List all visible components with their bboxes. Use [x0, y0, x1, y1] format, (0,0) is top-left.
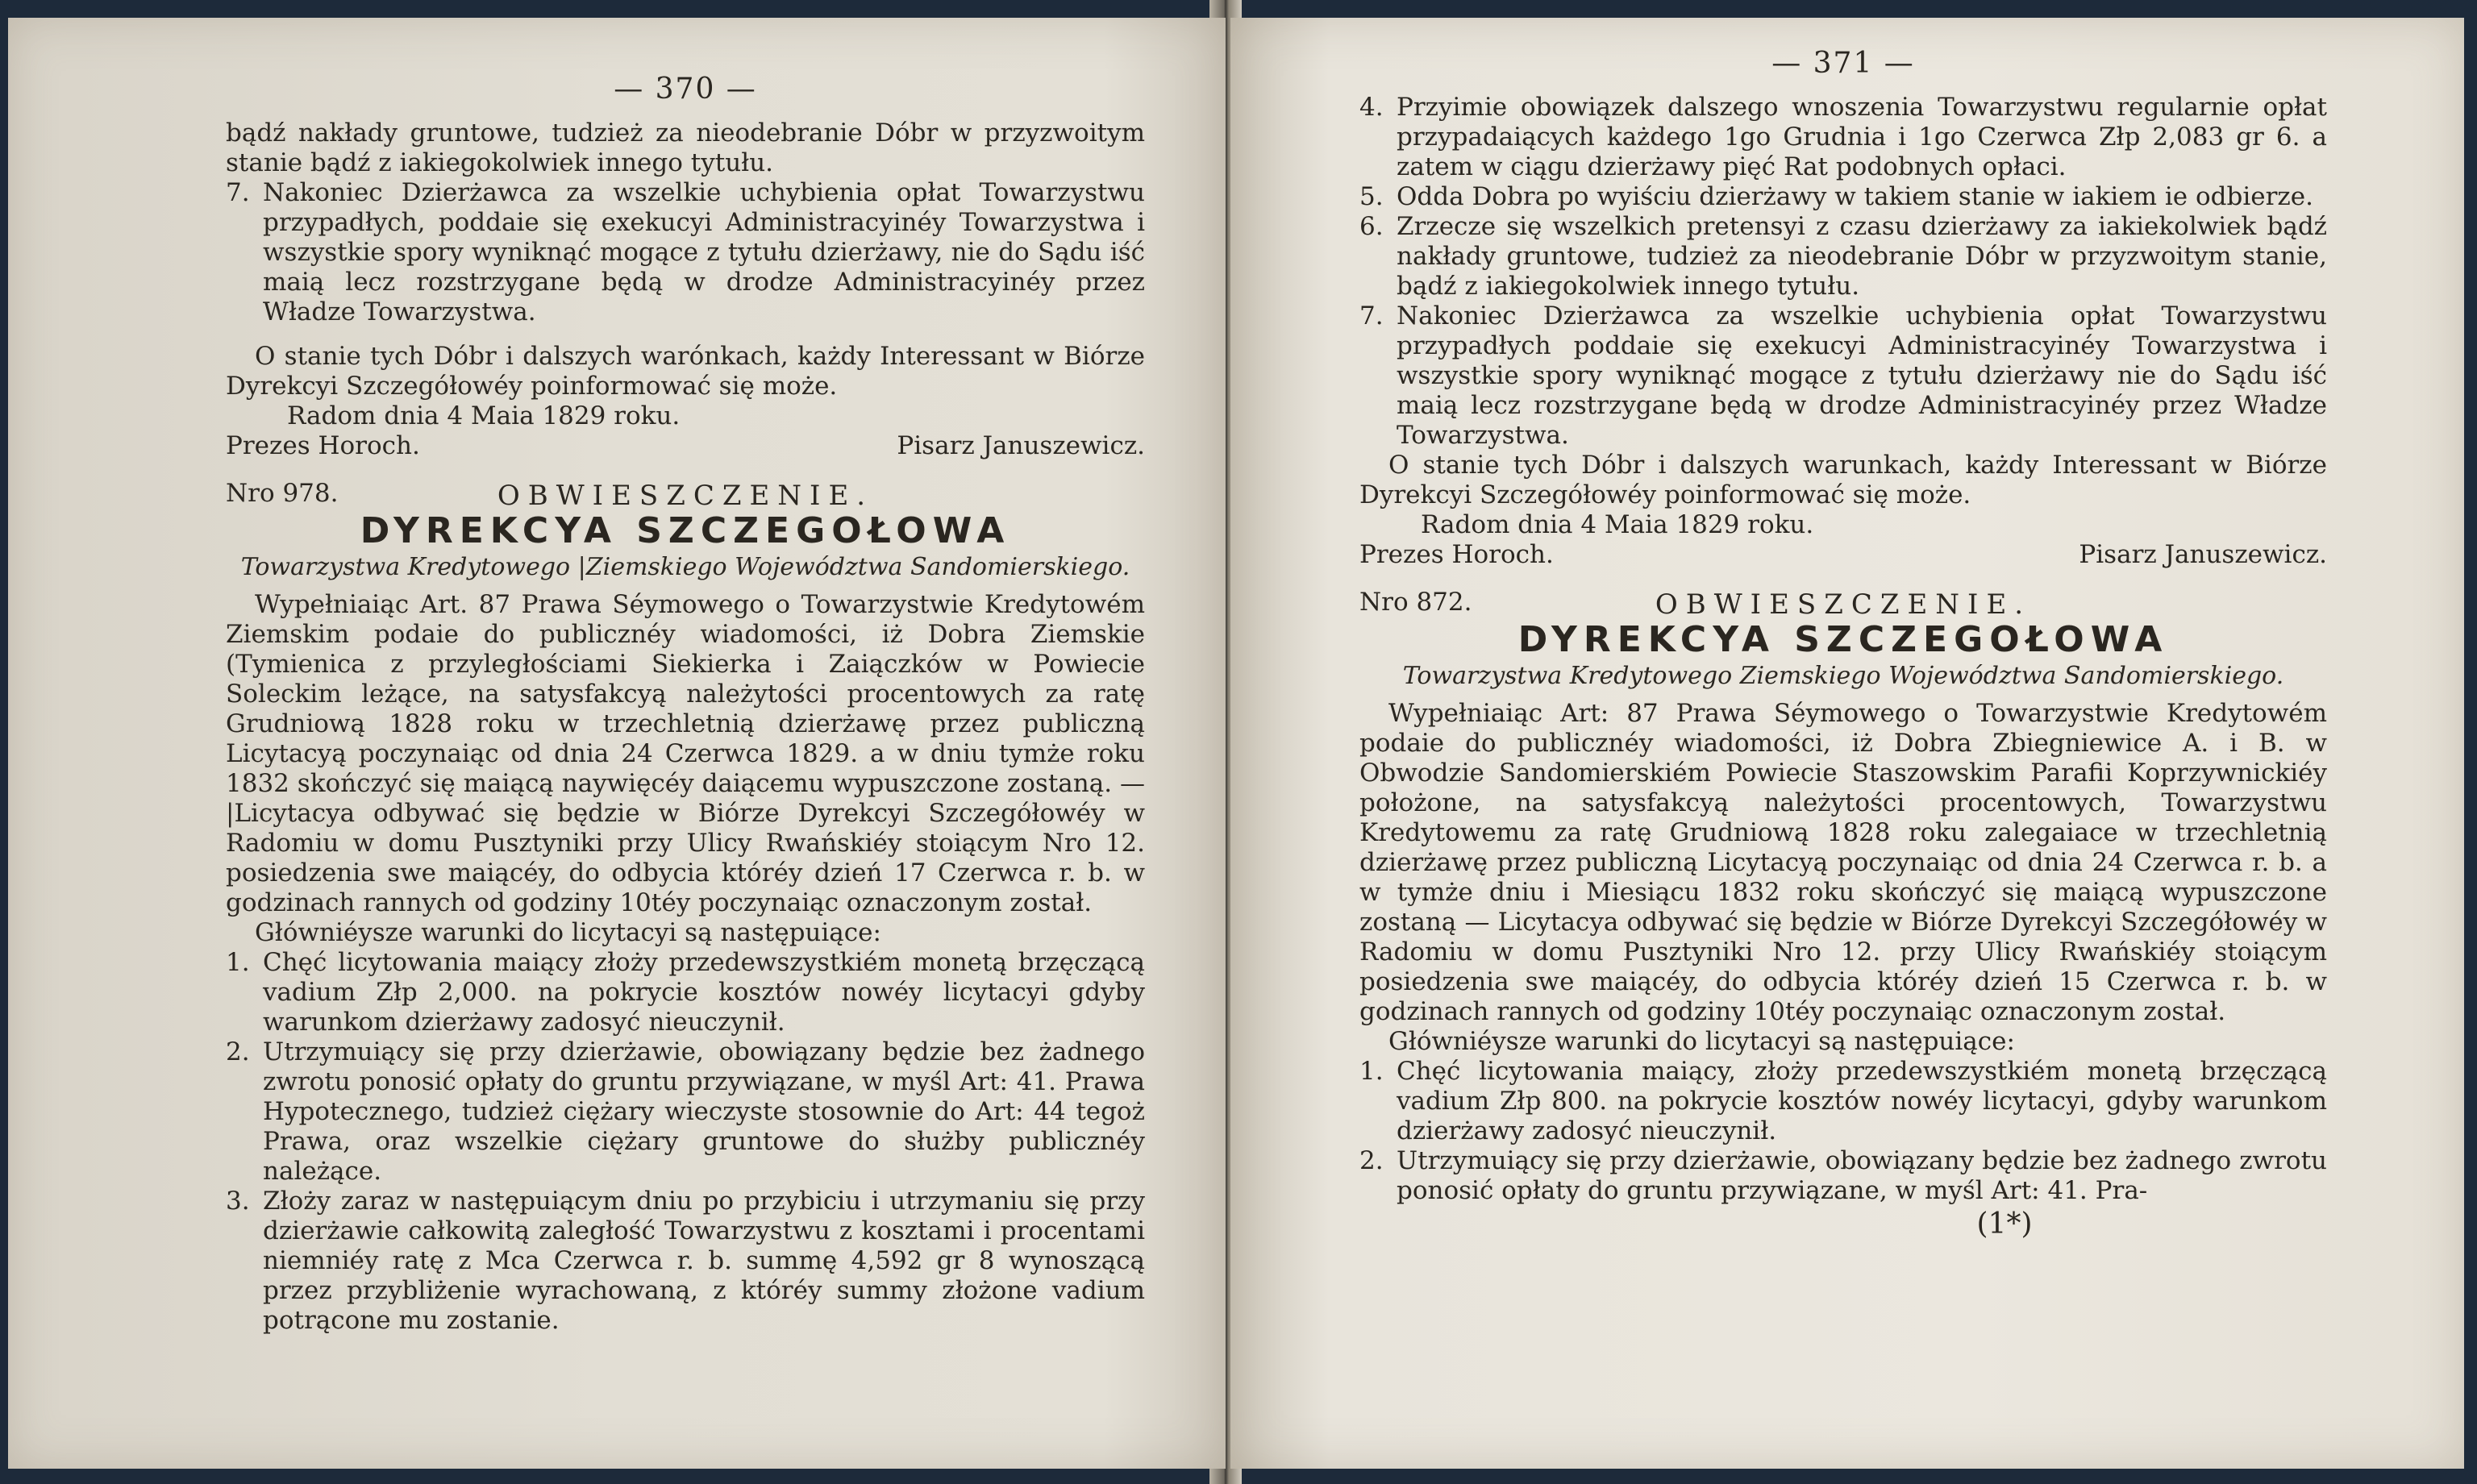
signature-secretary: Pisarz Januszewicz. — [2079, 540, 2327, 569]
list-item — [226, 1187, 1145, 1336]
page-number: — 370 — — [614, 73, 757, 106]
notice-number: Nro 978. — [226, 479, 339, 508]
item-number: 1. — [226, 948, 250, 977]
notice-heading: OBWIESZCZENIE. — [1655, 588, 2032, 621]
right-page — [1230, 18, 2464, 1469]
item-number: 2. — [1359, 1146, 1384, 1175]
conditions-heading: Główniéysze warunki do licytacyi są następuiące: — [255, 918, 881, 947]
signatures — [1359, 540, 2327, 570]
list-item — [1359, 1057, 2327, 1146]
society-subheading: Towarzystwa Kredytowego |Ziemskiego Województwa Sandomierskiego. — [240, 553, 1130, 581]
signature-secretary: Pisarz Januszewicz. — [897, 431, 1145, 460]
page-number: — 371 — — [1771, 47, 1915, 80]
item-number: 7. — [1359, 301, 1384, 330]
item-number: 1. — [1359, 1057, 1384, 1086]
item-text: Utrzymuiący się przy dzierżawie, obowiązany będzie bez żadnego zwrotu ponosić opłaty do gruntu przywiązane, w myśl Art: 41. Pra- — [1397, 1146, 2327, 1205]
list-item — [1359, 301, 2327, 451]
item-number: 6. — [1359, 212, 1384, 241]
list-item — [226, 948, 1145, 1037]
item-number: 7. — [226, 178, 250, 207]
left-page — [8, 18, 1226, 1469]
item-number: 3. — [226, 1187, 250, 1216]
list-item — [226, 178, 1145, 327]
item-text: Zrzecze się wszelkich pretensyi z czasu dzierżawy za iakiekolwiek bądź nakłady gruntowe, tudzież za nieodebranie Dóbr w przyzwoitym stanie, bądź z iakiegokolwiek innego tytułu. — [1397, 212, 2327, 301]
conditions-heading: Główniéysze warunki do licytacyi są następuiące: — [1388, 1027, 2015, 1056]
notice-heading: OBWIESZCZENIE. — [497, 480, 874, 512]
list-item — [1359, 93, 2327, 182]
signature-mark: (1*) — [1976, 1208, 2033, 1241]
item-text: Przyimie obowiązek dalszego wnoszenia Towarzystwu regularnie opłat przypadaiących każdego 1go Grudnia i 1go Czerwca Złp 2,083 gr 6. a zatem w ciągu dzierżawy pięć Rat podobnych opłaci. — [1397, 93, 2327, 181]
date-line: Radom dnia 4 Maia 1829 roku. — [287, 401, 681, 430]
directorate-heading: DYREKCYA SZCZEGOŁOWA — [1517, 619, 2169, 660]
list-item — [1359, 182, 2327, 212]
continuation-text: bądź nakłady gruntowe, tudzież za nieodebranie Dóbr w przyzwoitym stanie bądź z iakiegokolwiek innego tytułu. — [226, 118, 1145, 177]
item-text: Chęć licytowania maiący złoży przedewszystkiém monetą brzęczącą vadium Złp 2,000. na pokrycie kosztów nowéy licytacyi gdyby warunkom dzierżawy zadosyć nieuczynił. — [263, 948, 1145, 1037]
item-number: 4. — [1359, 93, 1384, 122]
item-text: Nakoniec Dzierżawca za wszelkie uchybienia opłat Towarzystwu przypadłych, poddaie się exekucyi Administracyinéy Towarzystwa i wszystkie spory wyniknąć mogące z tytułu dzierżawy, nie do Sądu iść maią lecz rozstrzygane będą w drodze Administracyinéy przez Władze Towarzystwa. — [263, 178, 1145, 326]
item-text: Odda Dobra po wyiściu dzierżawy w takiem stanie w iakiem ie odbierze. — [1397, 182, 2313, 211]
left-column — [226, 74, 1145, 1336]
signature-president: Prezes Horoch. — [1359, 540, 1554, 569]
item-text: Nakoniec Dzierżawca za wszelkie uchybienia opłat Towarzystwu przypadłych poddaie się exekucyi Administracyinéy Towarzystwa i wszystkie spory wyniknąć mogące z tytułu dzierżawy nie do Sądu iść maią lecz rozstrzygane będą w drodze Administracyinéy przez Władze Towarzystwa. — [1397, 301, 2327, 450]
notice-number: Nro 872. — [1359, 588, 1472, 617]
item-text: Chęć licytowania maiący, złoży przedewszystkiém monetą brzęczącą vadium Złp 800. na pokrycie kosztów nowéy licytacyi, gdyby warunkom dzierżawy zadosyć nieuczynił. — [1397, 1057, 2327, 1145]
notice-text: O stanie tych Dóbr i dalszych warónkach, każdy Interessant w Biórze Dyrekcyi Szczegółowéy poinformować się może. — [226, 342, 1145, 401]
right-column — [1359, 48, 2327, 1239]
notice-text: O stanie tych Dóbr i dalszych warunkach, każdy Interessant w Biórze Dyrekcyi Szczegółowéy poinformować się może. — [1359, 451, 2327, 509]
list-item — [226, 1037, 1145, 1187]
signature-president: Prezes Horoch. — [226, 431, 420, 460]
society-subheading: Towarzystwa Kredytowego Ziemskiego Województwa Sandomierskiego. — [1402, 662, 2284, 690]
directorate-heading: DYREKCYA SZCZEGOŁOWA — [360, 510, 1011, 551]
item-text: Utrzymuiący się przy dzierżawie, obowiązany będzie bez żadnego zwrotu ponosić opłaty do gruntu przywiązane, w myśl Art: 41. Prawa Hypotecznego, tudzież ciężary wieczyste stosownie do Art: 44 tegoż Prawa, oraz wszelkie ciężary gruntowe do służby publicznéy należące. — [263, 1037, 1145, 1186]
item-number: 5. — [1359, 182, 1384, 211]
item-text: Złoży zaraz w następuiącym dniu po przybiciu i utrzymaniu się przy dzierżawie całkowitą zaległość Towarzystwu z kosztami i procentami niemniéy ratę z Mca Czerwca r. b. summę 4,592 gr 8 wynoszącą przez przybliżenie wyrachowaną, z któréy summy złożone vadium potrącone mu zostanie. — [263, 1187, 1145, 1335]
notice-body: Wypełniaiąc Art: 87 Prawa Séymowego o Towarzystwie Kredytowém podaie do publicznéy wiadomości, iż Dobra Zbiegniewice A. i B. w Obwodzie Sandomierskiém Powiecie Staszowskim Parafii Koprzywnickiéy położone, na satysfakcyą należytości procentowych, Towarzystwu Kredytowemu za ratę Grudniową 1828 roku zalegaiace w trzechletnią dzierżawę przez publiczną Licytacyą poczynaiąc od dnia 24 Czerwca r. b. a w tymże dniu i Miesiącu 1832 roku skończyć się maiącą wypuszczone zostaną — Licytacya odbywać się będzie w Biórze Dyrekcyi Szczegółowéy w Radomiu w domu Pusztyniki Nro 12. przy Ulicy Rwańskiéy stoiącym posiedzenia swe maiącéy, do odbycia któréy dzień 15 Czerwca r. b. w godzinach rannych od godziny 10téy poczynaiąc oznaczonym został. — [1359, 699, 2327, 1026]
signatures — [226, 431, 1145, 461]
item-number: 2. — [226, 1037, 250, 1066]
date-line: Radom dnia 4 Maia 1829 roku. — [1421, 510, 1814, 539]
list-item — [1359, 1146, 2327, 1206]
notice-body: Wypełniaiąc Art. 87 Prawa Séymowego o Towarzystwie Kredytowém Ziemskim podaie do publicznéy wiadomości, iż Dobra Ziemskie (Tymienica z przyległościami Siekierka i Zaiączków w Powiecie Soleckim leżące, na satysfakcyą należytości procentowych za ratę Grudniową 1828 roku w trzechletnią dzierżawę przez publiczną Licytacyą poczynaiąc od dnia 24 Czerwca 1829. a w dniu tymże roku 1832 skończyć się maiącą naywięcéy daiącemu wypuszczone zostaną. — |Licytacya odbywać się będzie w Biórze Dyrekcyi Szczegółowéy w Radomiu w domu Pusztyniki przy Ulicy Rwańskiéy stoiącym Nro 12. posiedzenia swe maiącéy, do odbycia któréy dzień 17 Czerwca r. b. w godzinach rannych od godziny 10téy poczynaiąc oznaczonym został. — [226, 590, 1145, 917]
list-item — [1359, 212, 2327, 301]
